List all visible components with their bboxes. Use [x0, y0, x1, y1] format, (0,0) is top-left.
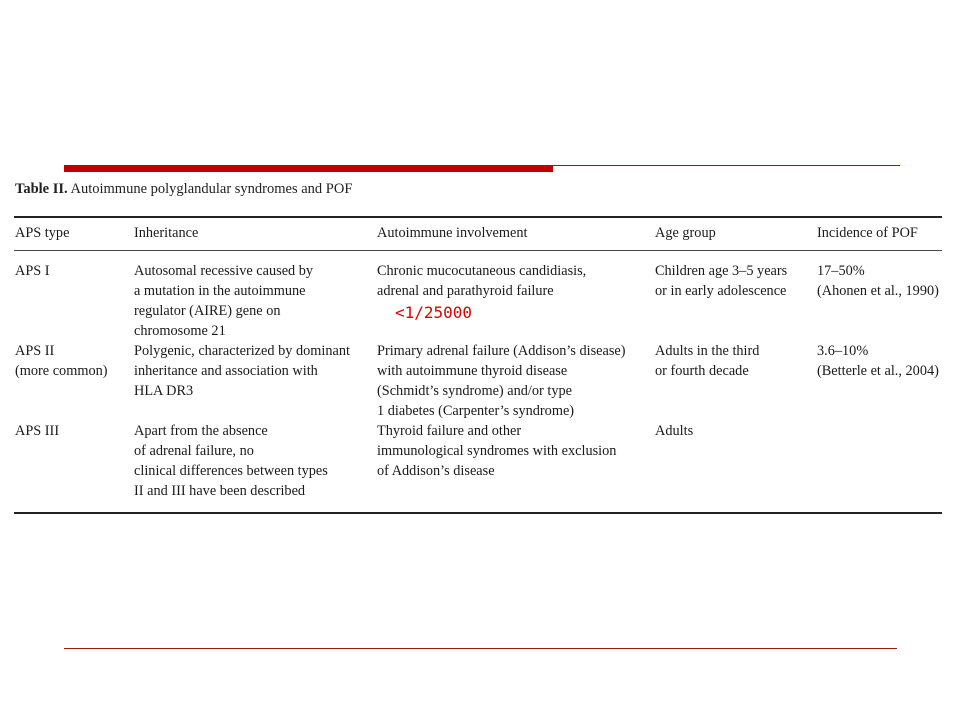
cell-line: (Ahonen et al., 1990)	[817, 283, 939, 299]
footer-rule	[64, 648, 897, 649]
table-header-rule	[14, 250, 942, 251]
row-aps1-type	[15, 261, 50, 281]
cell-line: Chronic mucocutaneous candidiasis,	[377, 263, 587, 279]
cell-line: Autosomal recessive caused by	[134, 263, 314, 279]
cell-line: clinical differences between types	[134, 463, 328, 479]
row-aps2-involvement	[377, 341, 626, 421]
header-incidence-of-pof: Incidence of POF	[817, 225, 918, 241]
row-aps2-inheritance	[134, 341, 350, 401]
row-aps2-type	[15, 341, 108, 381]
cell-line: (Betterle et al., 2004)	[817, 363, 939, 379]
cell-line: with autoimmune thyroid disease	[377, 363, 568, 379]
table-caption-text: Autoimmune polyglandular syndromes and POF	[70, 181, 353, 197]
cell-line: regulator (AIRE) gene on	[134, 303, 281, 319]
row-aps3-type	[15, 421, 59, 441]
row-aps3-inheritance	[134, 421, 328, 501]
cell-line: 3.6–10%	[817, 343, 869, 359]
table-top-rule	[14, 216, 942, 218]
cell-line: or in early adolescence	[655, 283, 787, 299]
row-aps1-inheritance	[134, 261, 313, 341]
cell-line: inheritance and association with	[134, 363, 318, 379]
table-bottom-rule	[14, 512, 942, 514]
cell-line: II and III have been described	[134, 483, 306, 499]
cell-line: Primary adrenal failure (Addison’s disease)	[377, 343, 626, 359]
cell-line: chromosome 21	[134, 323, 226, 339]
cell-line: immunological syndromes with exclusion	[377, 443, 617, 459]
cell-line: or fourth decade	[655, 363, 749, 379]
cell-line: HLA DR3	[134, 383, 194, 399]
handwritten-annotation: <1/25000	[395, 303, 473, 322]
cell-line: 17–50%	[817, 263, 865, 279]
cell-line: APS III	[15, 423, 60, 439]
row-aps1-age	[655, 261, 787, 301]
cell-line: Polygenic, characterized by dominant	[134, 343, 350, 359]
cell-line: adrenal and parathyroid failure	[377, 283, 554, 299]
cell-line: Apart from the absence	[134, 423, 268, 439]
cell-line: (more common)	[15, 363, 108, 379]
header-age-group: Age group	[655, 225, 716, 241]
row-aps2-incidence	[817, 341, 939, 381]
cell-line: Adults	[655, 423, 694, 439]
cell-line: APS I	[15, 263, 50, 279]
table-caption-label: Table II.	[15, 181, 68, 197]
row-aps2-age	[655, 341, 759, 381]
cell-line: of adrenal failure, no	[134, 443, 254, 459]
header-autoimmune-involvement: Autoimmune involvement	[377, 225, 528, 241]
cell-line: Thyroid failure and other	[377, 423, 522, 439]
cell-line: 1 diabetes (Carpenter’s syndrome)	[377, 403, 575, 419]
cell-line: APS II	[15, 343, 55, 359]
cell-line: (Schmidt’s syndrome) and/or type	[377, 383, 572, 399]
accent-bar-thin	[553, 165, 900, 166]
header-aps-type: APS type	[15, 225, 70, 241]
row-aps1-incidence	[817, 261, 939, 301]
cell-line: Adults in the third	[655, 343, 760, 359]
row-aps1-involvement	[377, 261, 586, 301]
cell-line: of Addison’s disease	[377, 463, 495, 479]
table-caption	[15, 181, 352, 198]
accent-bar-thick	[64, 165, 553, 172]
cell-line: Children age 3–5 years	[655, 263, 788, 279]
row-aps3-involvement	[377, 421, 616, 481]
row-aps3-age	[655, 421, 693, 441]
cell-line: a mutation in the autoimmune	[134, 283, 306, 299]
header-inheritance: Inheritance	[134, 225, 199, 241]
